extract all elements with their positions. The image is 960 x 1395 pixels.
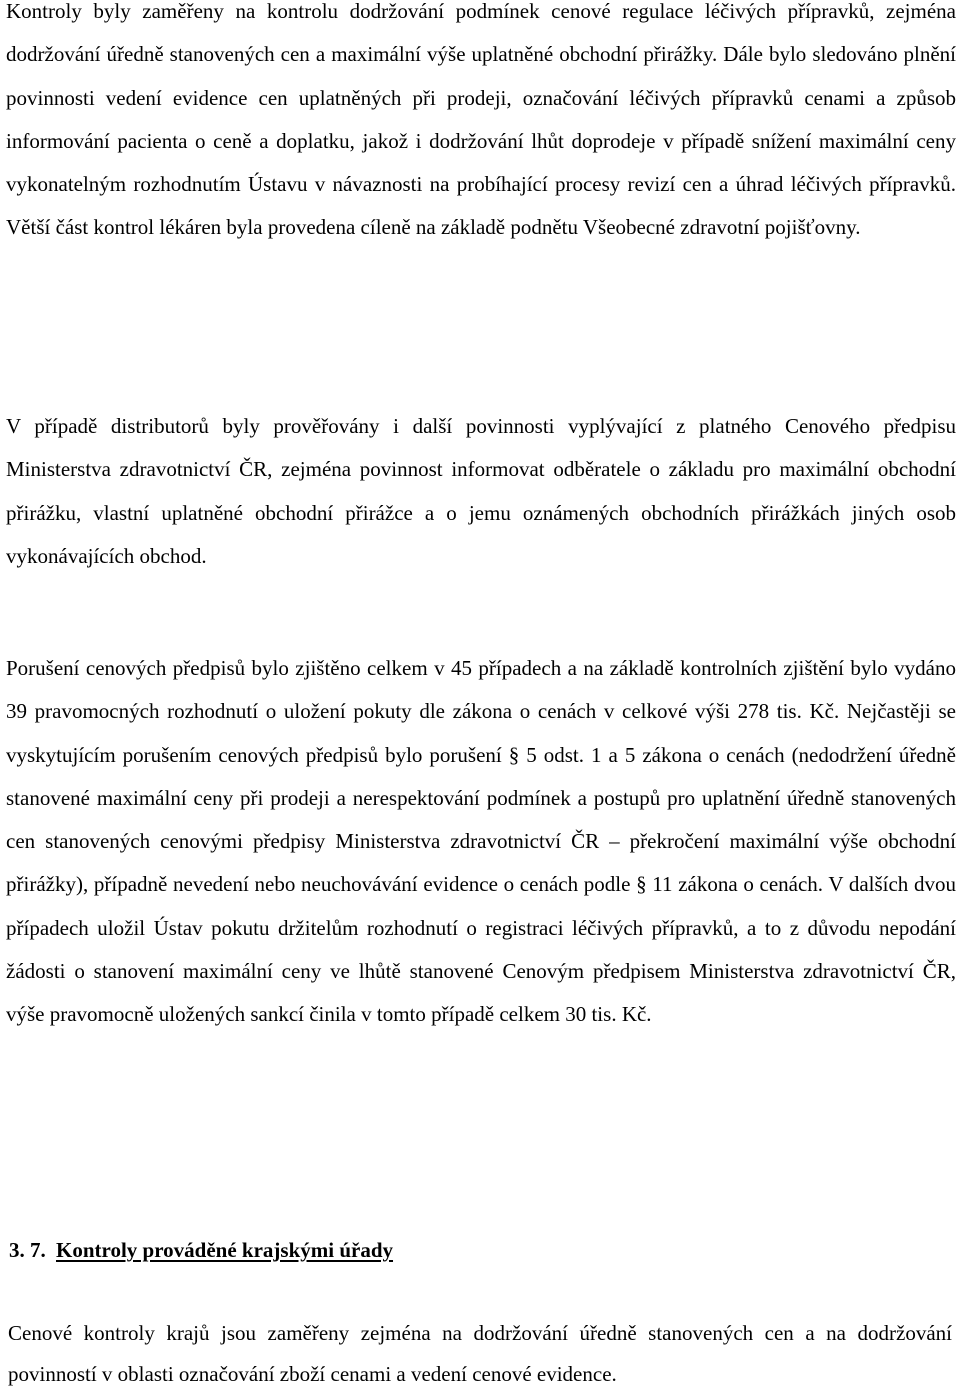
section-heading: [9, 1232, 393, 1268]
paragraph-regional-inspections: Cenové kontroly krajů jsou zaměřeny zejména na dodržování úředně stanovených cen a na dodržování povinností v oblasti označování zboží cenami a vedení cenové evidence.: [8, 1321, 952, 1386]
paragraph-violations: Porušení cenových předpisů bylo zjištěno celkem v 45 případech a na základě kontrolních zjištění bylo vydáno 39 pravomocných rozhodnutí o uložení pokuty dle zákona o cenách v celkové výši 278 tis. Kč. Nejčastěji se vyskytujícím porušením cenových předpisů bylo porušení § 5 odst. 1 a 5 zákona o cenách (nedodržení úředně stanovené maximální ceny při prodeji a nerespektování podmínek a postupů pro uplatnění úředně stanovených cen stanovených cenovými předpisy Ministerstva zdravotnictví ČR – překročení maximální výše obchodní přirážky), případně nevedení nebo neuchovávání evidence o cenách podle § 11 zákona o cenách. V dalších dvou případech uložil Ústav pokutu držitelům rozhodnutí o registraci léčivých přípravků, a to z důvodu nepodání žádosti o stanovení maximální ceny ve lhůtě stanovené Cenovým předpisem Ministerstva zdravotnictví ČR, výše pravomocně uložených sankcí činila v tomto případě celkem 30 tis. Kč.: [6, 656, 956, 1027]
paragraph-distributors: V případě distributorů byly prověřovány i další povinnosti vyplývající z platného Cenového předpisu Ministerstva zdravotnictví ČR, zejména povinnost informovat odběratele o základu pro maximální obchodní přirážku, vlastní uplatněné obchodní přirážce a o jemu oznámených obchodních přirážkách jiných osob vykonávajících obchod.: [6, 414, 956, 568]
section-title: Kontroly prováděné krajskými úřady: [56, 1238, 394, 1262]
section-number: 3. 7.: [9, 1238, 46, 1262]
paragraph-pricing-inspections: Kontroly byly zaměřeny na kontrolu dodržování podmínek cenové regulace léčivých přípravků, zejména dodržování úředně stanovených cen a maximální výše uplatněné obchodní přirážky. Dále bylo sledováno plnění povinnosti vedení evidence cen uplatněných při prodeji, označování léčivých přípravků cenami a způsob informování pacienta o ceně a doplatku, jakož i dodržování lhůt doprodeje v případě snížení maximální ceny vykonatelným rozhodnutím Ústavu v návaznosti na probíhající procesy revizí cen a úhrad léčivých přípravků. Větší část kontrol lékáren byla provedena cíleně na základě podnětu Všeobecné zdravotní pojišťovny.: [6, 0, 956, 240]
